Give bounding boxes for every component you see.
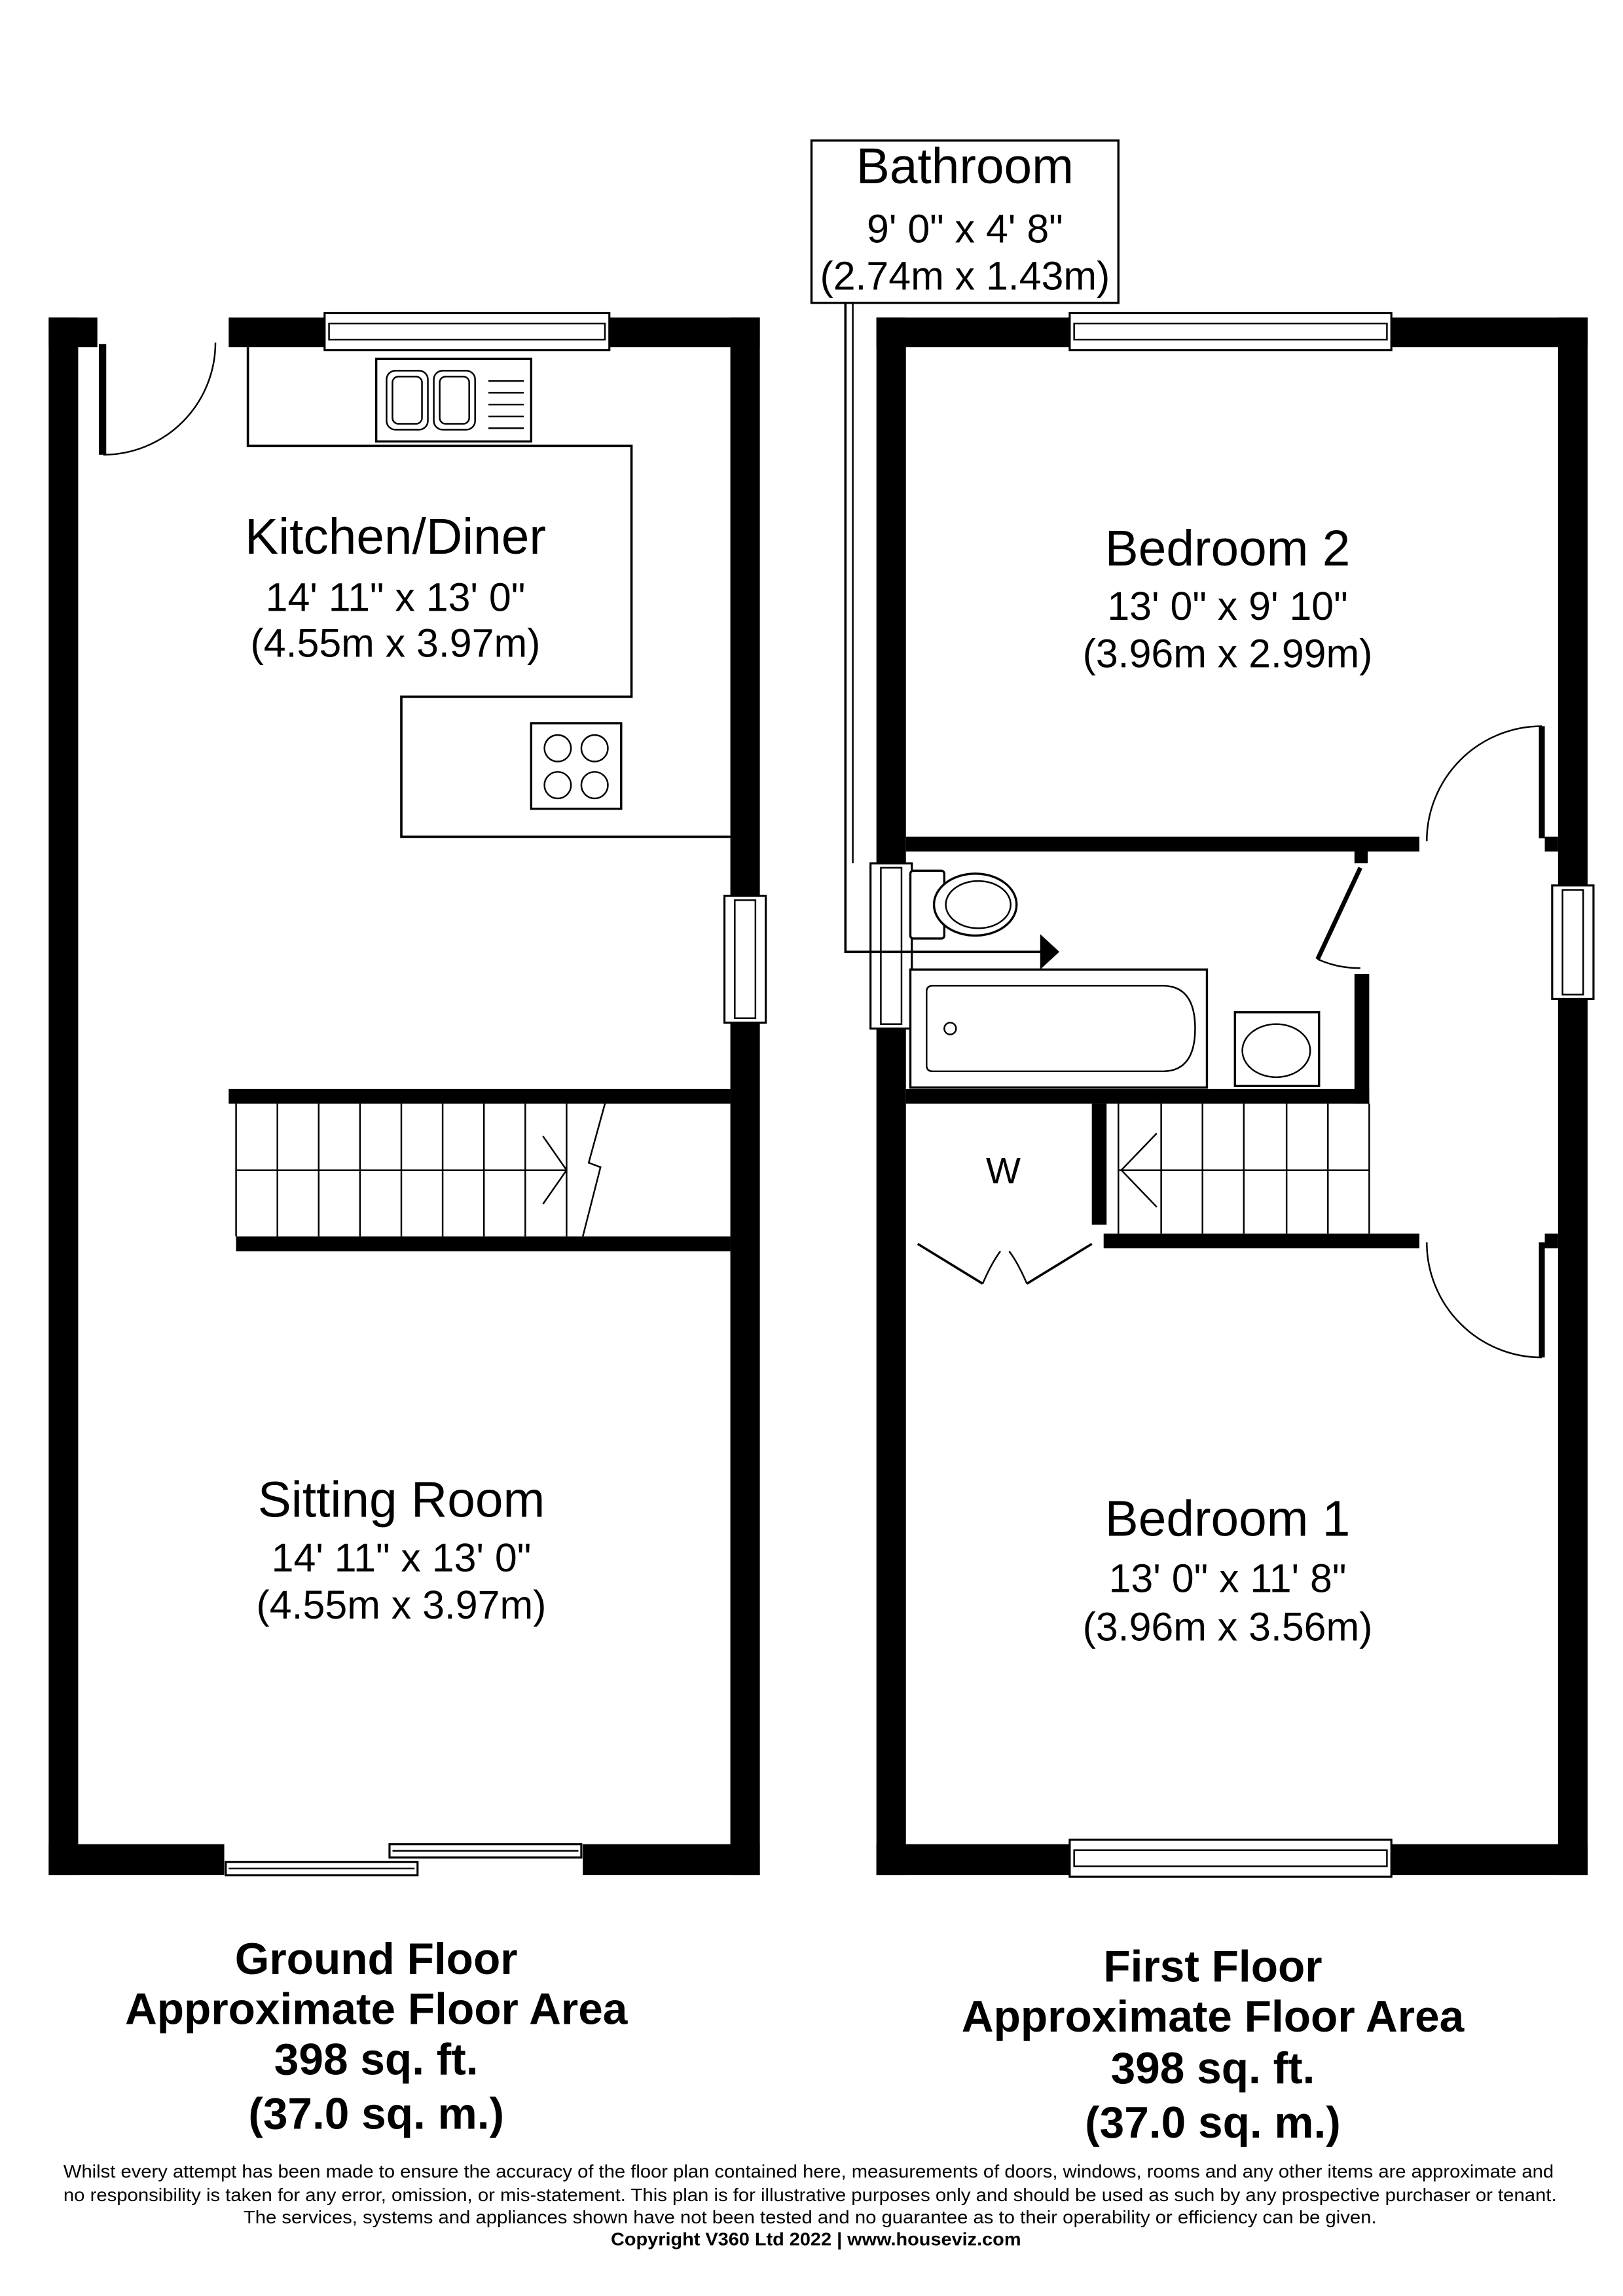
wall-right <box>1558 317 1588 886</box>
bath-icon <box>910 969 1207 1087</box>
room-dimensions-imperial: 14' 11" x 13' 0" <box>271 1535 532 1580</box>
window-frame <box>1552 886 1594 999</box>
room-label-bedroom-1 <box>1083 1492 1373 1649</box>
floor-area-label: Approximate Floor Area <box>961 1992 1465 2041</box>
wall-bathroom-bottom <box>906 1089 1370 1104</box>
room-name: Sitting Room <box>257 1472 545 1528</box>
wall-bottom <box>48 1844 224 1875</box>
hob-unit <box>531 723 621 809</box>
room-label-bedroom-2 <box>1083 521 1373 676</box>
door-leaf <box>1539 726 1545 838</box>
wall-right <box>731 1022 760 1875</box>
floor-title: First Floor <box>1103 1942 1322 1992</box>
wall-stub <box>1545 836 1558 852</box>
floor-title: Ground Floor <box>234 1935 518 1984</box>
stair-wall-top <box>228 1089 730 1104</box>
wall-bottom <box>1391 1844 1588 1875</box>
wall-right <box>731 317 760 895</box>
wall-left <box>877 1028 906 1875</box>
room-label-sitting-room <box>257 1472 547 1627</box>
window-icon <box>1552 886 1594 999</box>
window-icon <box>325 313 610 350</box>
window-icon <box>871 863 912 1028</box>
floor-area-metric: (37.0 sq. m.) <box>1085 2098 1341 2148</box>
wall-left <box>48 317 78 1875</box>
room-dimensions-metric: (4.55m x 3.97m) <box>256 1582 547 1627</box>
wall-stub <box>1545 1234 1558 1249</box>
door-leaf <box>99 344 106 455</box>
copyright-text: Copyright V360 Ltd 2022 | www.houseviz.com <box>611 2228 1021 2250</box>
wall-wardrobe <box>1092 1103 1107 1225</box>
room-dimensions-imperial: 9' 0" x 4' 8" <box>867 206 1063 251</box>
wall-bottom <box>877 1844 1070 1875</box>
hob-icon <box>531 723 621 809</box>
room-dimensions-metric: (2.74m x 1.43m) <box>820 253 1110 298</box>
floor-area-imperial: 398 sq. ft. <box>1110 2043 1315 2093</box>
floor-area-label: Approximate Floor Area <box>124 1984 628 2034</box>
room-dimensions-metric: (3.96m x 2.99m) <box>1082 631 1373 676</box>
window-frame <box>871 863 912 1028</box>
wall-bathroom-landing <box>1355 974 1370 1103</box>
room-dimensions-imperial: 13' 0" x 11' 8" <box>1108 1556 1347 1601</box>
window-frame <box>1070 1840 1391 1876</box>
room-name: Bathroom <box>856 139 1074 195</box>
window-frame <box>325 313 610 350</box>
disclaimer-line: Whilst every attempt has been made to ensure the accuracy of the floor plan contained here, measurements of doors, windows, rooms and any other items are approximate and <box>63 2161 1554 2182</box>
room-dimensions-imperial: 13' 0" x 9' 10" <box>1107 584 1348 629</box>
room-name: Kitchen/Diner <box>245 509 546 565</box>
room-name: Bedroom 2 <box>1104 520 1351 577</box>
door-leaf <box>1539 1242 1545 1357</box>
wall-bottom <box>583 1844 759 1875</box>
wall-top <box>228 317 324 347</box>
wall-right <box>1558 999 1588 1875</box>
room-label-kitchen-diner <box>245 509 546 666</box>
toilet-icon <box>910 870 1016 939</box>
sink-icon <box>376 359 532 441</box>
floor-area-metric: (37.0 sq. m.) <box>248 2089 505 2139</box>
disclaimer-line: no responsibility is taken for any error, omission, or mis-statement. This plan is for illustrative purposes only and should be used as such by any prospective purchaser or tenant. <box>63 2184 1557 2206</box>
wall-bedroom-2-bathroom <box>906 836 1419 852</box>
wardrobe-label: W <box>985 1150 1021 1192</box>
window-icon <box>1070 1840 1391 1876</box>
floor-area-imperial: 398 sq. ft. <box>274 2035 479 2085</box>
room-name: Bedroom 1 <box>1104 1491 1351 1547</box>
room-dimensions-imperial: 14' 11" x 13' 0" <box>265 575 526 620</box>
window-icon <box>725 896 766 1023</box>
basin-icon <box>1235 1013 1319 1086</box>
disclaimer-line: The services, systems and appliances shown have not been tested and no guarantee as to their operability or efficiency can be given. <box>243 2206 1377 2227</box>
wall-stub <box>1355 852 1368 863</box>
window-frame <box>725 896 766 1023</box>
wall-top <box>877 317 1070 347</box>
wall-bedroom-1-top <box>1104 1234 1419 1249</box>
room-dimensions-metric: (4.55m x 3.97m) <box>250 620 541 666</box>
wall-left <box>877 317 906 863</box>
bath-outer <box>910 969 1207 1087</box>
stair-wall-bottom <box>236 1236 731 1251</box>
window-icon <box>1070 313 1391 350</box>
wall-top-stub <box>48 317 97 347</box>
room-dimensions-metric: (3.96m x 3.56m) <box>1082 1604 1373 1649</box>
window-frame <box>1070 313 1391 350</box>
